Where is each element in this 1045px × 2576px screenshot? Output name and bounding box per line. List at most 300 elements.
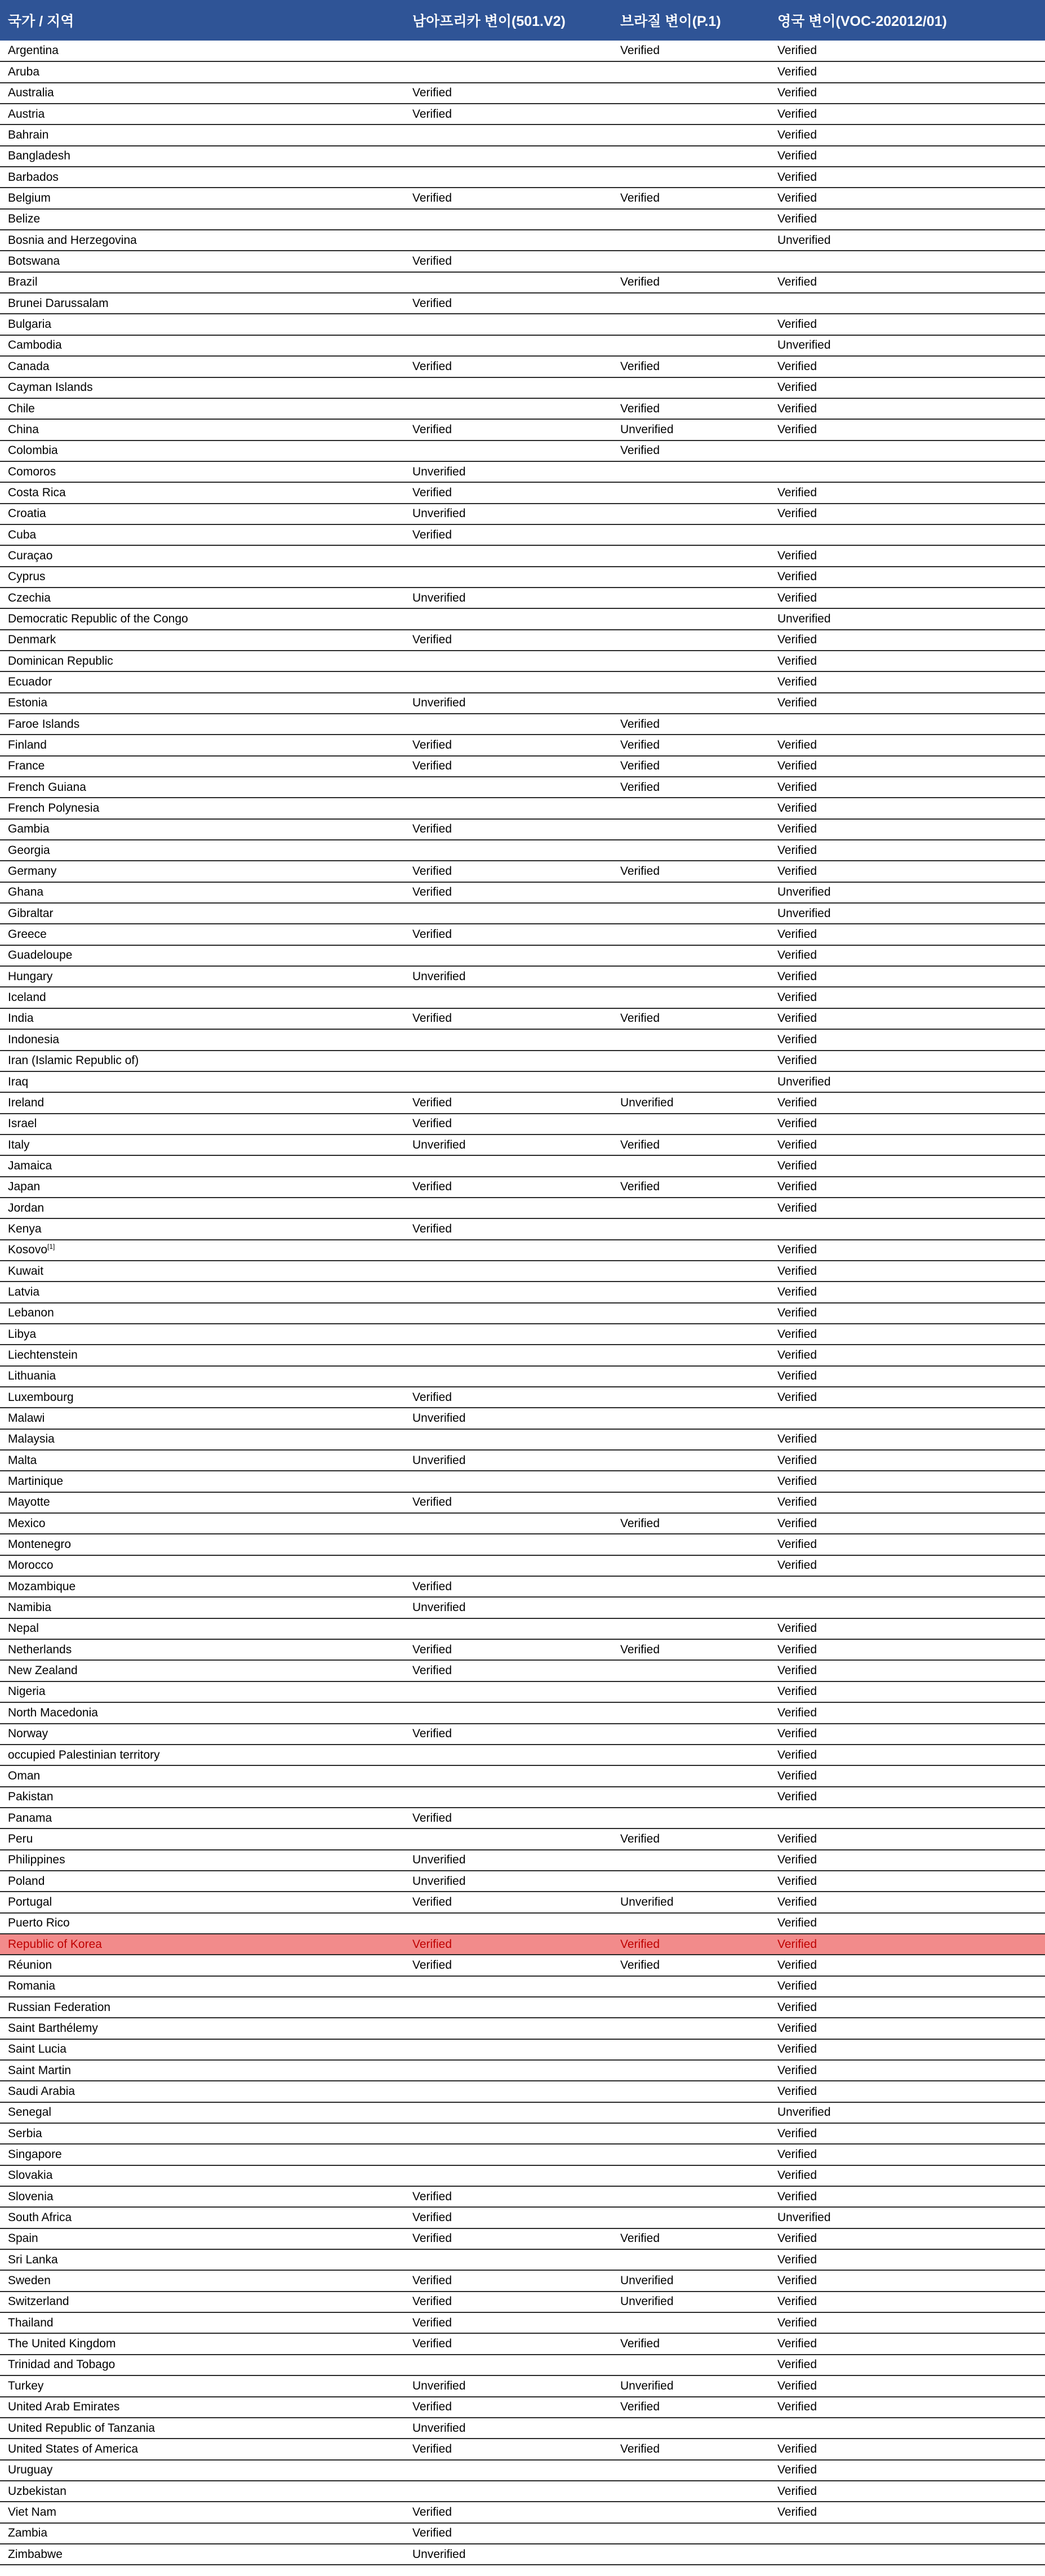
- uk-variant-cell: [770, 2375, 1045, 2396]
- uk-variant-cell-text: Verified: [777, 2190, 817, 2203]
- table-row: [0, 2312, 1045, 2333]
- south-africa-variant-cell: [404, 2418, 612, 2439]
- country-cell-text: China: [8, 422, 39, 436]
- brazil-variant-cell-text: Unverified: [620, 2274, 674, 2288]
- brazil-variant-cell: [612, 2312, 770, 2333]
- country-cell-text: occupied Palestinian territory: [8, 1748, 160, 1761]
- brazil-variant-cell-text: Verified: [620, 402, 660, 415]
- uk-variant-cell-text: Verified: [777, 1706, 817, 1719]
- country-cell: [0, 2249, 404, 2270]
- table-row: [0, 630, 1045, 651]
- country-cell: [0, 124, 404, 145]
- brazil-variant-cell: [612, 840, 770, 861]
- brazil-variant-cell: [612, 1555, 770, 1576]
- south-africa-variant-cell-text: Verified: [412, 1390, 452, 1404]
- uk-variant-cell: [770, 966, 1045, 987]
- country-cell: [0, 2544, 404, 2565]
- uk-variant-cell-text: Verified: [777, 633, 817, 647]
- brazil-variant-cell: [612, 2123, 770, 2144]
- country-cell: [0, 2523, 404, 2544]
- uk-variant-cell: [770, 1240, 1045, 1261]
- country-cell-text: Israel: [8, 1117, 37, 1131]
- south-africa-variant-cell: [404, 777, 612, 798]
- south-africa-variant-cell: [404, 1808, 612, 1828]
- country-cell: [0, 1513, 404, 1534]
- south-africa-variant-cell: [404, 2228, 612, 2249]
- table-row: [0, 2186, 1045, 2207]
- uk-variant-cell: [770, 61, 1045, 82]
- uk-variant-cell-text: Unverified: [777, 339, 831, 352]
- brazil-variant-cell: [612, 1997, 770, 2018]
- south-africa-variant-cell-text: Verified: [412, 2295, 452, 2308]
- table-row: [0, 1408, 1045, 1429]
- brazil-variant-cell: [612, 398, 770, 419]
- brazil-variant-cell: [612, 1324, 770, 1345]
- uk-variant-cell-text: Verified: [777, 1159, 817, 1172]
- brazil-variant-cell: [612, 1850, 770, 1871]
- uk-variant-cell: [770, 1618, 1045, 1639]
- uk-variant-cell-text: Verified: [777, 1727, 817, 1741]
- country-cell: [0, 693, 404, 714]
- country-cell: [0, 504, 404, 524]
- country-cell-text: Oman: [8, 1769, 41, 1782]
- south-africa-variant-cell: [404, 1955, 612, 1976]
- country-cell: [0, 798, 404, 818]
- country-cell: [0, 924, 404, 945]
- country-cell-text: Kosovo: [8, 1243, 48, 1257]
- brazil-variant-cell-text: Verified: [620, 444, 660, 457]
- south-africa-variant-cell-text: Verified: [412, 1811, 452, 1825]
- south-africa-variant-cell: [404, 377, 612, 398]
- country-cell: [0, 398, 404, 419]
- uk-variant-cell-text: Verified: [777, 2274, 817, 2288]
- country-cell-text: Bulgaria: [8, 318, 52, 331]
- country-cell-text: Lebanon: [8, 1306, 54, 1320]
- country-cell-text: Senegal: [8, 2106, 52, 2119]
- uk-variant-cell-text: Verified: [777, 1201, 817, 1214]
- uk-variant-cell: [770, 651, 1045, 671]
- country-cell: [0, 987, 404, 1008]
- brazil-variant-cell: [612, 861, 770, 882]
- south-africa-variant-cell: [404, 714, 612, 735]
- uk-variant-cell: [770, 2123, 1045, 2144]
- country-cell: [0, 1029, 404, 1050]
- brazil-variant-cell: [612, 2186, 770, 2207]
- country-cell-text: Democratic Republic of the Congo: [8, 612, 188, 625]
- south-africa-variant-cell-text: Unverified: [412, 591, 466, 604]
- table-row: [0, 1429, 1045, 1450]
- country-cell: [0, 651, 404, 671]
- table-row: [0, 2165, 1045, 2186]
- table-row: [0, 146, 1045, 167]
- uk-variant-cell: [770, 2144, 1045, 2165]
- country-cell-text: Brazil: [8, 275, 38, 289]
- header-row: [0, 0, 1045, 41]
- uk-variant-cell-text: Verified: [777, 2169, 817, 2182]
- table-row: [0, 1177, 1045, 1198]
- table-row: [0, 61, 1045, 82]
- country-cell-text: Hungary: [8, 969, 53, 983]
- header-country: 국가 / 지역: [0, 0, 404, 41]
- country-cell: [0, 630, 404, 651]
- uk-variant-cell: [770, 2439, 1045, 2459]
- south-africa-variant-cell: [404, 1324, 612, 1345]
- uk-variant-cell-text: Verified: [777, 2400, 817, 2414]
- uk-variant-cell: [770, 1324, 1045, 1345]
- south-africa-variant-cell-text: Verified: [412, 1937, 452, 1951]
- uk-variant-cell: [770, 1597, 1045, 1618]
- brazil-variant-cell: [612, 1934, 770, 1955]
- country-cell-text: Norway: [8, 1727, 48, 1741]
- uk-variant-cell: [770, 1261, 1045, 1282]
- table-row: [0, 524, 1045, 545]
- table-row: [0, 1114, 1045, 1134]
- brazil-variant-cell: [612, 2292, 770, 2312]
- uk-variant-cell: [770, 2270, 1045, 2291]
- table-row: [0, 2502, 1045, 2522]
- country-cell: [0, 608, 404, 629]
- uk-variant-cell: [770, 2312, 1045, 2333]
- table-row: [0, 104, 1045, 124]
- country-cell-text: Italy: [8, 1138, 30, 1151]
- uk-variant-cell-text: Verified: [777, 2085, 817, 2098]
- uk-variant-cell: [770, 1787, 1045, 1808]
- country-cell-text: Lithuania: [8, 1369, 56, 1383]
- country-cell-text: Belize: [8, 212, 41, 226]
- south-africa-variant-cell-text: Unverified: [412, 1874, 466, 1888]
- south-africa-variant-cell-text: Verified: [412, 2232, 452, 2245]
- country-cell: [0, 1828, 404, 1849]
- country-cell: [0, 714, 404, 735]
- south-africa-variant-cell-text: Verified: [412, 107, 452, 121]
- country-cell-text: Belgium: [8, 192, 51, 205]
- south-africa-variant-cell: [404, 1282, 612, 1302]
- country-cell-text: Montenegro: [8, 1538, 72, 1551]
- country-cell: [0, 882, 404, 903]
- country-cell: [0, 2460, 404, 2481]
- south-africa-variant-cell-text: Verified: [412, 1580, 452, 1593]
- uk-variant-cell-text: Verified: [777, 1916, 817, 1930]
- south-africa-variant-cell: [404, 1745, 612, 1765]
- uk-variant-cell: [770, 1282, 1045, 1302]
- uk-variant-cell: [770, 1955, 1045, 1976]
- brazil-variant-cell: [612, 882, 770, 903]
- brazil-variant-cell: [612, 524, 770, 545]
- uk-variant-cell: [770, 251, 1045, 272]
- south-africa-variant-cell: [404, 1218, 612, 1239]
- brazil-variant-cell: [612, 1955, 770, 1976]
- brazil-variant-cell: [612, 1513, 770, 1534]
- country-cell: [0, 903, 404, 924]
- country-cell: [0, 1765, 404, 1786]
- south-africa-variant-cell-text: Verified: [412, 1727, 452, 1741]
- country-cell-text: Netherlands: [8, 1643, 72, 1656]
- country-cell-text: Philippines: [8, 1853, 65, 1867]
- country-cell: [0, 945, 404, 966]
- table-row: [0, 2418, 1045, 2439]
- table-row: [0, 1955, 1045, 1976]
- table-row: [0, 1345, 1045, 1365]
- uk-variant-cell-text: Verified: [777, 802, 817, 815]
- south-africa-variant-cell: [404, 735, 612, 755]
- country-cell-text: Cyprus: [8, 570, 46, 584]
- country-cell: [0, 41, 404, 61]
- brazil-variant-cell: [612, 671, 770, 692]
- south-africa-variant-cell-text: Unverified: [412, 696, 466, 710]
- country-cell-text: Germany: [8, 865, 57, 878]
- table-row: [0, 2039, 1045, 2060]
- uk-variant-cell: [770, 1828, 1045, 1849]
- country-cell: [0, 588, 404, 608]
- south-africa-variant-cell-text: Verified: [412, 1664, 452, 1678]
- uk-variant-cell-text: Verified: [777, 2337, 817, 2351]
- country-cell-text: Mozambique: [8, 1580, 76, 1593]
- south-africa-variant-cell-text: Verified: [412, 2190, 452, 2203]
- table-row: [0, 2018, 1045, 2039]
- uk-variant-cell: [770, 1745, 1045, 1765]
- uk-variant-cell: [770, 1892, 1045, 1912]
- country-cell: [0, 1324, 404, 1345]
- uk-variant-cell-text: Verified: [777, 991, 817, 1004]
- country-cell: [0, 1808, 404, 1828]
- uk-variant-cell: [770, 1724, 1045, 1745]
- country-cell: [0, 1492, 404, 1513]
- country-cell: [0, 1555, 404, 1576]
- country-cell-text: United Republic of Tanzania: [8, 2421, 155, 2435]
- brazil-variant-cell-text: Verified: [620, 192, 660, 205]
- brazil-variant-cell-text: Verified: [620, 2337, 660, 2351]
- brazil-variant-cell: [612, 2333, 770, 2354]
- south-africa-variant-cell: [404, 2018, 612, 2039]
- country-cell: [0, 2081, 404, 2102]
- uk-variant-cell: [770, 2102, 1045, 2123]
- uk-variant-cell-text: Verified: [777, 2021, 817, 2035]
- country-cell-text: Bangladesh: [8, 149, 70, 163]
- table-row: [0, 819, 1045, 840]
- uk-variant-cell-text: Verified: [777, 1853, 817, 1867]
- table-row: [0, 651, 1045, 671]
- brazil-variant-cell: [612, 1597, 770, 1618]
- uk-variant-cell-text: Verified: [777, 1054, 817, 1067]
- country-cell-text: Saint Martin: [8, 2063, 72, 2077]
- brazil-variant-cell: [612, 1387, 770, 1408]
- uk-variant-cell: [770, 987, 1045, 1008]
- brazil-variant-cell: [612, 2060, 770, 2081]
- uk-variant-cell-text: Verified: [777, 654, 817, 668]
- table-row: [0, 1639, 1045, 1660]
- south-africa-variant-cell: [404, 1114, 612, 1134]
- table-row: [0, 1071, 1045, 1092]
- country-cell: [0, 482, 404, 503]
- table-row: [0, 1155, 1045, 1176]
- south-africa-variant-cell-text: Verified: [412, 255, 452, 268]
- country-cell: [0, 1639, 404, 1660]
- south-africa-variant-cell: [404, 2502, 612, 2522]
- uk-variant-cell: [770, 482, 1045, 503]
- country-cell: [0, 2439, 404, 2459]
- country-cell: [0, 735, 404, 755]
- uk-variant-cell-text: Unverified: [777, 2106, 831, 2119]
- uk-variant-cell-text: Verified: [777, 2043, 817, 2056]
- brazil-variant-cell-text: Unverified: [620, 2379, 674, 2392]
- south-africa-variant-cell: [404, 1576, 612, 1597]
- country-cell: [0, 1429, 404, 1450]
- uk-variant-cell: [770, 1871, 1045, 1892]
- south-africa-variant-cell: [404, 1071, 612, 1092]
- uk-variant-cell: [770, 377, 1045, 398]
- table-row: [0, 419, 1045, 440]
- country-cell-text: Comoros: [8, 465, 56, 478]
- south-africa-variant-cell: [404, 167, 612, 188]
- brazil-variant-cell-text: Verified: [620, 1937, 660, 1951]
- uk-variant-cell-text: Verified: [777, 422, 817, 436]
- country-cell: [0, 230, 404, 251]
- south-africa-variant-cell: [404, 461, 612, 482]
- table-row: [0, 966, 1045, 987]
- south-africa-variant-cell: [404, 924, 612, 945]
- south-africa-variant-cell-text: Unverified: [412, 507, 466, 520]
- country-cell: [0, 671, 404, 692]
- uk-variant-cell-text: Verified: [777, 675, 817, 688]
- country-cell: [0, 1934, 404, 1955]
- uk-variant-cell-text: Verified: [777, 969, 817, 983]
- south-africa-variant-cell: [404, 756, 612, 777]
- brazil-variant-cell: [612, 1492, 770, 1513]
- south-africa-variant-cell: [404, 61, 612, 82]
- south-africa-variant-cell: [404, 2165, 612, 2186]
- south-africa-variant-cell: [404, 2397, 612, 2418]
- south-africa-variant-cell: [404, 2312, 612, 2333]
- uk-variant-cell: [770, 1850, 1045, 1871]
- south-africa-variant-cell-text: Verified: [412, 1012, 452, 1025]
- uk-variant-cell-text: Verified: [777, 149, 817, 163]
- south-africa-variant-cell: [404, 1198, 612, 1218]
- uk-variant-cell: [770, 2207, 1045, 2228]
- brazil-variant-cell-text: Verified: [620, 738, 660, 752]
- south-africa-variant-cell: [404, 1702, 612, 1723]
- table-header: [0, 0, 1045, 41]
- uk-variant-cell-text: Unverified: [777, 612, 831, 625]
- country-cell: [0, 1114, 404, 1134]
- brazil-variant-cell-text: Verified: [620, 717, 660, 731]
- uk-variant-cell: [770, 1345, 1045, 1365]
- brazil-variant-cell: [612, 1871, 770, 1892]
- south-africa-variant-cell: [404, 693, 612, 714]
- uk-variant-cell: [770, 1450, 1045, 1471]
- brazil-variant-cell: [612, 966, 770, 987]
- country-cell: [0, 1071, 404, 1092]
- south-africa-variant-cell: [404, 1555, 612, 1576]
- brazil-variant-cell: [612, 1177, 770, 1198]
- brazil-variant-cell: [612, 2523, 770, 2544]
- south-africa-variant-cell-text: Unverified: [412, 2547, 466, 2561]
- brazil-variant-cell: [612, 1660, 770, 1681]
- uk-variant-cell: [770, 1008, 1045, 1029]
- country-cell-text: Republic of Korea: [8, 1937, 102, 1951]
- uk-variant-cell: [770, 1534, 1045, 1555]
- uk-variant-cell-text: Verified: [777, 1432, 817, 1446]
- table-row: [0, 714, 1045, 735]
- table-row: [0, 756, 1045, 777]
- south-africa-variant-cell: [404, 1240, 612, 1261]
- brazil-variant-cell: [612, 1029, 770, 1050]
- country-cell-text: Kuwait: [8, 1264, 44, 1278]
- country-cell: [0, 272, 404, 293]
- brazil-variant-cell: [612, 588, 770, 608]
- table-row: [0, 2460, 1045, 2481]
- uk-variant-cell: [770, 104, 1045, 124]
- uk-variant-cell: [770, 630, 1045, 651]
- brazil-variant-cell: [612, 1808, 770, 1828]
- brazil-variant-cell: [612, 1787, 770, 1808]
- brazil-variant-cell: [612, 1681, 770, 1702]
- country-cell-text: Poland: [8, 1874, 45, 1888]
- south-africa-variant-cell-text: Verified: [412, 192, 452, 205]
- table-row: [0, 1681, 1045, 1702]
- uk-variant-cell: [770, 1303, 1045, 1324]
- uk-variant-cell: [770, 798, 1045, 818]
- table-row: [0, 188, 1045, 208]
- brazil-variant-cell: [612, 1429, 770, 1450]
- uk-variant-cell-text: Verified: [777, 2379, 817, 2392]
- country-cell: [0, 314, 404, 335]
- country-cell-text: Brunei Darussalam: [8, 296, 109, 310]
- uk-variant-cell-text: Verified: [777, 1769, 817, 1782]
- uk-variant-cell-text: Verified: [777, 949, 817, 962]
- country-cell-text: Faroe Islands: [8, 717, 80, 731]
- south-africa-variant-cell: [404, 1913, 612, 1934]
- table-row: [0, 1702, 1045, 1723]
- south-africa-variant-cell: [404, 1366, 612, 1387]
- south-africa-variant-cell: [404, 1429, 612, 1450]
- country-cell: [0, 2123, 404, 2144]
- uk-variant-cell-text: Verified: [777, 1306, 817, 1320]
- uk-variant-cell: [770, 756, 1045, 777]
- country-cell: [0, 167, 404, 188]
- south-africa-variant-cell: [404, 630, 612, 651]
- brazil-variant-cell-text: Unverified: [620, 422, 674, 436]
- south-africa-variant-cell: [404, 2123, 612, 2144]
- uk-variant-cell: [770, 2333, 1045, 2354]
- table-row: [0, 1051, 1045, 1071]
- uk-variant-cell: [770, 588, 1045, 608]
- table-row: [0, 335, 1045, 356]
- country-cell-text: Réunion: [8, 1958, 52, 1972]
- brazil-variant-cell: [612, 124, 770, 145]
- brazil-variant-cell: [612, 1282, 770, 1302]
- country-cell-text: Turkey: [8, 2379, 44, 2392]
- south-africa-variant-cell: [404, 2481, 612, 2502]
- table-row: [0, 1366, 1045, 1387]
- table-row: [0, 1745, 1045, 1765]
- table-row: [0, 314, 1045, 335]
- country-cell: [0, 1576, 404, 1597]
- table-row: [0, 2102, 1045, 2123]
- brazil-variant-cell: [612, 1071, 770, 1092]
- south-africa-variant-cell: [404, 1345, 612, 1365]
- table-row: [0, 588, 1045, 608]
- uk-variant-cell-text: Verified: [777, 2442, 817, 2455]
- country-cell: [0, 1724, 404, 1745]
- country-cell: [0, 966, 404, 987]
- brazil-variant-cell-text: Verified: [620, 1958, 660, 1972]
- uk-variant-cell: [770, 1997, 1045, 2018]
- country-cell: [0, 1597, 404, 1618]
- brazil-variant-cell-text: Verified: [620, 1516, 660, 1530]
- south-africa-variant-cell-text: Verified: [412, 2274, 452, 2288]
- brazil-variant-cell: [612, 1198, 770, 1218]
- south-africa-variant-cell: [404, 2039, 612, 2060]
